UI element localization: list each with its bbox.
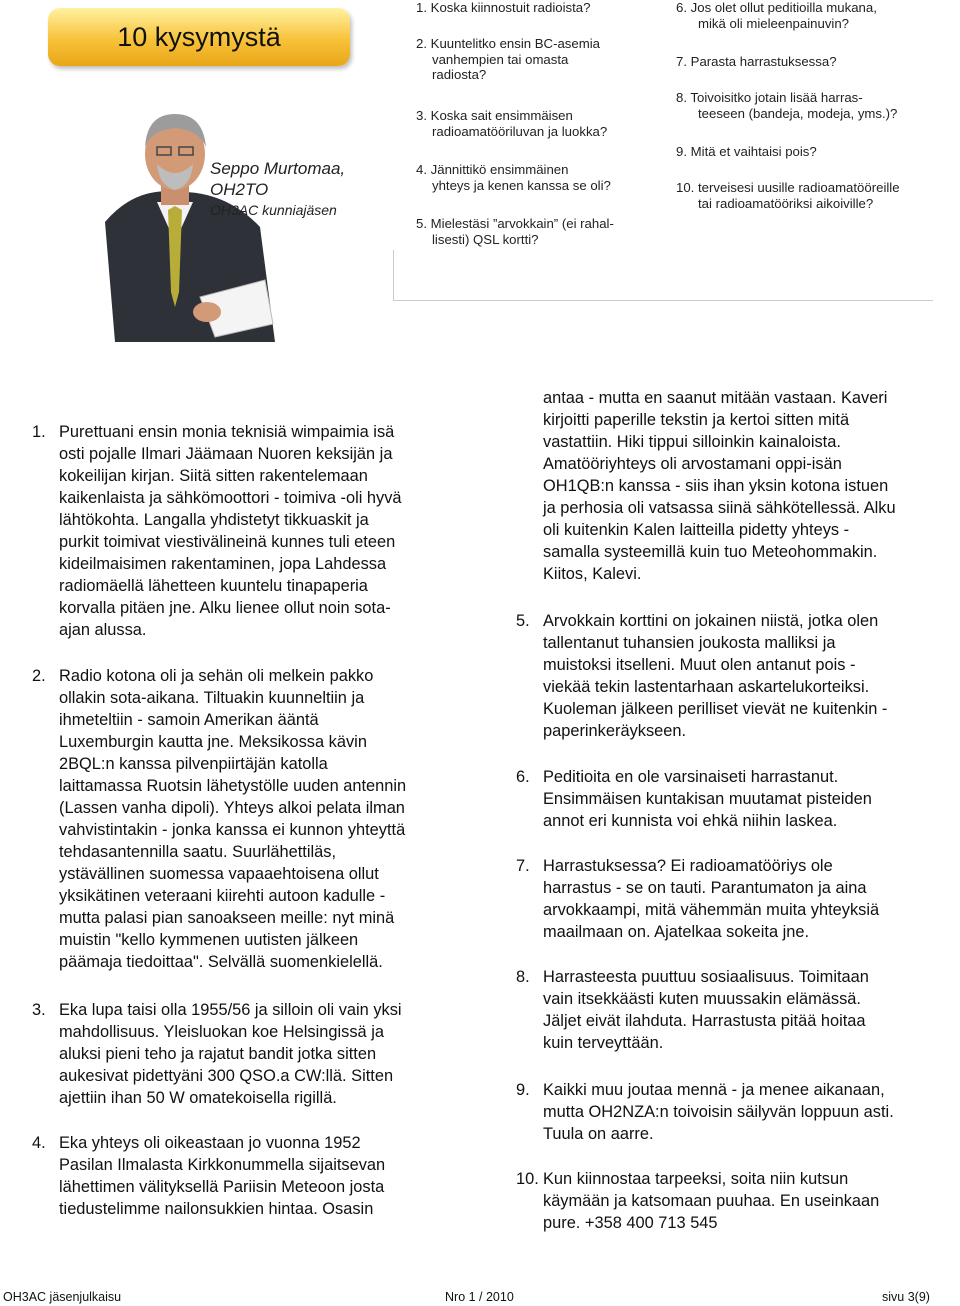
answer-line: yksikätinen veteraani kiirehti autoon kadulle -	[59, 887, 386, 905]
answer-text	[543, 387, 896, 585]
answer-line: Kun kiinnostaa tarpeeksi, soita niin kutsun	[543, 1170, 849, 1188]
answer-line: Eka lupa taisi olla 1955/56 ja silloin oli vain yksi	[59, 1001, 402, 1019]
answer-text	[543, 610, 887, 742]
question-line: mikä oli mieleenpainuvin?	[698, 15, 850, 31]
answer-line: (Lassen vanha dipoli). Yhteys alkoi pelata ilman	[59, 799, 405, 817]
answer-line: Tuula on aarre.	[543, 1125, 654, 1143]
answer-number: 2.	[32, 667, 46, 685]
answer-line: arvokkaampi, mitä vähemmän muita yhteyksiä	[543, 901, 880, 919]
question-line: vanhempien tai omasta	[432, 51, 569, 67]
page-title: 10 kysymystä	[117, 21, 281, 52]
answer-line: Harrasteesta puuttuu sosiaalisuus. Toimitaan	[543, 968, 869, 986]
answer-line: korvalla pitäen jne. Alku lienee ollut noin sota-	[59, 599, 391, 617]
question-line: 4. Jännittikö ensimmäinen	[416, 162, 569, 177]
answer-line: lähettimen välityksellä Pariisin Meteoon josta	[59, 1178, 385, 1196]
question-line: 2. Kuuntelitko ensin BC-asemia	[416, 36, 600, 51]
question-line: 1. Koska kiinnostuit radioista?	[416, 0, 591, 15]
question-item	[416, 0, 590, 16]
author-caption	[210, 158, 390, 220]
answer-line: Kiitos, Kalevi.	[543, 565, 642, 583]
answer-line: tiedustelimme nailonsukkien hintaa. Osasin	[59, 1200, 374, 1218]
answer-line: ajan alussa.	[59, 621, 147, 639]
question-item	[676, 144, 817, 160]
answer-line: tehdasantennilla saatu. Suurlähettiläs,	[59, 843, 337, 861]
answer-number: 6.	[516, 768, 530, 786]
answer-line: vastattiin. Hiki tippui silloinkin kainaloista.	[543, 433, 841, 451]
question-line: yhteys ja kenen kanssa se oli?	[432, 177, 611, 193]
answer-text	[59, 1132, 385, 1220]
question-item	[676, 0, 877, 31]
answer-text	[543, 1079, 894, 1145]
question-item	[416, 162, 611, 193]
question-line: teeseen (bandeja, modeja, yms.)?	[698, 105, 898, 121]
answer-line: Purettuani ensin monia teknisiä wimpaimia isä	[59, 423, 395, 441]
answer-line: Ensimmäisen kuntakisan muutamat pisteiden	[543, 790, 872, 808]
answer-line: antaa - mutta en saanut mitään vastaan. Kaveri	[543, 389, 888, 407]
answer-line: päämaja tiedoittaa". Selvällä suomenkielellä.	[59, 953, 383, 971]
answer-text	[543, 1168, 879, 1234]
answer-number: 3.	[32, 1001, 46, 1019]
answer-line: 2BQL:n kanssa pilvenpiirtäjän katolla	[59, 755, 328, 773]
answer-line: muistoksi itselleni. Muut olen antanut pois -	[543, 656, 856, 674]
answer-line: annot eri kunnista voi ehkä niihin laskea.	[543, 812, 838, 830]
answer-line: maailmaan on. Ajatelkaa sokeita jne.	[543, 923, 810, 941]
answer-line: harrastus - se on tauti. Parantumaton ja aina	[543, 879, 867, 897]
answer-line: mahdollisuus. Yleisluokan koe Helsingissä ja	[59, 1023, 384, 1041]
question-line: 5. Mielestäsi ”arvokkain” (ei rahal-	[416, 216, 614, 231]
question-line: 3. Koska sait ensimmäisen	[416, 108, 573, 123]
answer-line: ajettiin ihan 50 W omatekoisella rigillä.	[59, 1089, 337, 1107]
answer-line: ja perhosia oli vatsassa siinä sähkötellessä. Alku	[543, 499, 896, 517]
author-club: OH3AC kunniajäsen	[210, 202, 337, 218]
answer-text	[59, 999, 402, 1109]
question-line: radiosta?	[432, 67, 487, 83]
answer-line: ollakin sota-aikana. Tiltuakin kuunneltiin ja	[59, 689, 365, 707]
answer-line: pure. +358 400 713 545	[543, 1214, 718, 1232]
answer-line: käymään ja katsomaan puuhaa. En useinkaan	[543, 1192, 880, 1210]
question-item	[416, 36, 600, 83]
question-item	[416, 108, 607, 139]
question-item	[676, 54, 837, 70]
answer-line: Jäljet eivät ilahduta. Harrastusta pitää hoitaa	[543, 1012, 866, 1030]
answer-line: paperinkeräykseen.	[543, 722, 687, 740]
question-line: 10. terveisesi uusille radioamatööreille	[676, 180, 900, 195]
answer-line: kideilmaisimen rakentaminen, jopa Lahdessa	[59, 555, 387, 573]
answer-line: Kaikki muu joutaa mennä - ja menee aikanaan,	[543, 1081, 885, 1099]
answer-number: 10.	[516, 1170, 539, 1188]
author-callsign: OH2TO	[210, 180, 269, 199]
answer-number: 7.	[516, 857, 530, 875]
footer-right: sivu 3(9)	[882, 1290, 930, 1304]
answer-line: mutta OH2NZA:n toivoisin säilyvän loppuun asti.	[543, 1103, 894, 1121]
question-item	[676, 180, 900, 211]
answer-line: Peditioita en ole varsinaiseti harrastanut.	[543, 768, 839, 786]
question-line: lisesti) QSL kortti?	[432, 231, 539, 247]
answer-line: Kuoleman jälkeen perilliset vievät ne kuitenkin -	[543, 700, 888, 718]
answer-text	[543, 966, 869, 1054]
answer-line: kirjoitti paperille tekstin ja kertoi sitten mitä	[543, 411, 850, 429]
answer-line: kaikenlaista ja sähkömoottori - toimiva -oli hyvä	[59, 489, 402, 507]
answer-line: kokeilijan kirjan. Siitä sitten rakentelemaan	[59, 467, 368, 485]
answer-number: 1.	[32, 423, 46, 441]
answer-line: Harrastuksessa? Ei radioamatööriys ole	[543, 857, 833, 875]
answer-line: oli kuitenkin Kalen laitteilla pidetty yhteys -	[543, 521, 850, 539]
answer-line: tallentanut tuhansien joukosta malliksi ja	[543, 634, 836, 652]
answer-number: 5.	[516, 612, 530, 630]
answer-line: vain itsekkäästi kuten muussakin elämässä.	[543, 990, 861, 1008]
answer-line: kuin terveyttään.	[543, 1034, 664, 1052]
answer-number: 9.	[516, 1081, 530, 1099]
answer-line: ystävällinen suomessa vapaaehtoisena ollut	[59, 865, 379, 883]
answer-line: ihmeteltiin - samoin Amerikan ääntä	[59, 711, 319, 729]
answer-line: Arvokkain korttini on jokainen niistä, jotka olen	[543, 612, 879, 630]
answer-text	[59, 421, 402, 641]
title-banner	[48, 8, 350, 66]
answer-line: lähtökohta. Langalla yhdistetyt tikkuaskit ja	[59, 511, 369, 529]
answer-line: Radio kotona oli ja sehän oli melkein pakko	[59, 667, 374, 685]
answer-line: laittamassa Ruotsin lähetystölle uuden antennin	[59, 777, 407, 795]
answer-number: 4.	[32, 1134, 46, 1152]
question-line: 6. Jos olet ollut peditioilla mukana,	[676, 0, 877, 15]
footer-center: Nro 1 / 2010	[445, 1290, 514, 1304]
answer-line: Eka yhteys oli oikeastaan jo vuonna 1952	[59, 1134, 361, 1152]
answer-line: muistin "kello kymmenen uutisten jälkeen	[59, 931, 359, 949]
answer-text	[543, 766, 872, 832]
answer-line: mutta palasi pian sanoakseen meille: nyt minä	[59, 909, 395, 927]
divider-vertical	[393, 250, 394, 300]
answer-line: samalla systeemillä kuin tuo Meteohommakin.	[543, 543, 878, 561]
divider-horizontal	[393, 300, 933, 301]
answer-line: OH1QB:n kanssa - siis ihan yksin kotona istuen	[543, 477, 889, 495]
question-line: 7. Parasta harrastuksessa?	[676, 54, 837, 69]
question-line: 8. Toivoisitko jotain lisää harras-	[676, 90, 863, 105]
answer-line: Pasilan Ilmalasta Kirkkonummella sijaitsevan	[59, 1156, 386, 1174]
answer-line: purkit toimivat viestivälineinä kunnes tuli eteen	[59, 533, 396, 551]
answer-line: Luxemburgin kautta jne. Meksikossa kävin	[59, 733, 367, 751]
answer-line: vahvistintakin - jonka kanssa ei kunnon yhteyttä	[59, 821, 406, 839]
question-item	[416, 216, 614, 247]
question-line: tai radioamatööriksi aikoiville?	[698, 195, 874, 211]
answer-text	[59, 665, 406, 973]
question-item	[676, 90, 897, 121]
answer-line: viekää tekin lastentarhaan askartelukorteiksi.	[543, 678, 870, 696]
answer-line: osti pojalle Ilmari Jäämaan Nuoren keksijän ja	[59, 445, 393, 463]
answer-line: Amatööriyhteys oli arvostamani oppi-isän	[543, 455, 842, 473]
footer-left: OH3AC jäsenjulkaisu	[3, 1290, 122, 1304]
author-name: Seppo Murtomaa,	[210, 159, 346, 178]
answer-line: aluksi pieni teho ja rajatut bandit jotka sitten	[59, 1045, 377, 1063]
answer-number: 8.	[516, 968, 530, 986]
question-line: radioamatööriluvan ja luokka?	[432, 123, 608, 139]
answer-line: aukesivat pidettyäni 300 QSO.a CW:llä. Sitten	[59, 1067, 394, 1085]
answer-text	[543, 855, 879, 943]
question-line: 9. Mitä et vaihtaisi pois?	[676, 144, 817, 159]
answer-line: radiomäellä lähetteen kuuntelu tinapaperia	[59, 577, 368, 595]
